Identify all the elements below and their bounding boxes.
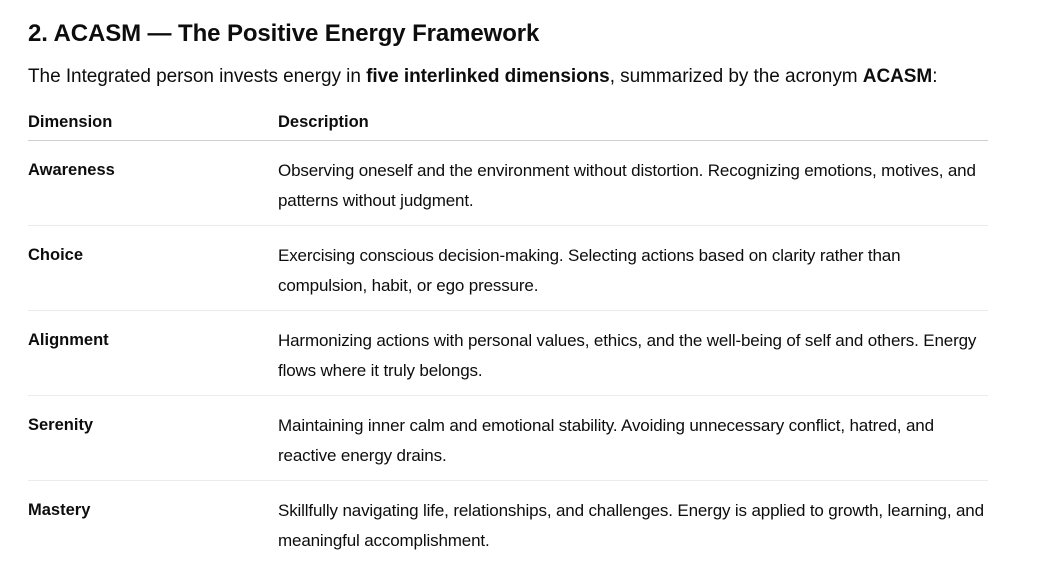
intro-bold-dimensions: five interlinked dimensions bbox=[366, 66, 610, 87]
header-dimension: Dimension bbox=[28, 104, 278, 141]
description-cell bbox=[278, 481, 988, 566]
dimension-description: Skillfully navigating life, relationships, and challenges. Energy is applied to growth, learning, and meaningful accomplishment. bbox=[278, 501, 984, 550]
dimension-name: Alignment bbox=[28, 331, 109, 349]
table-row bbox=[28, 396, 988, 481]
dimension-cell bbox=[28, 396, 278, 481]
dimension-description: Exercising conscious decision-making. Selecting actions based on clarity rather than compulsion, habit, or ego pressure. bbox=[278, 246, 901, 295]
dimension-description: Harmonizing actions with personal values, ethics, and the well-being of self and others. Energy flows where it truly belongs. bbox=[278, 331, 977, 380]
description-cell bbox=[278, 141, 988, 226]
intro-paragraph bbox=[28, 50, 988, 90]
table-row bbox=[28, 311, 988, 396]
dimension-name: Mastery bbox=[28, 501, 91, 519]
section-heading: 2. ACASM — The Positive Energy Framework bbox=[28, 20, 540, 47]
dimension-cell bbox=[28, 226, 278, 311]
acasm-table bbox=[28, 104, 988, 566]
dimension-name: Awareness bbox=[28, 161, 115, 179]
dimension-cell bbox=[28, 481, 278, 566]
description-cell bbox=[278, 396, 988, 481]
intro-text-middle: , summarized by the acronym bbox=[609, 66, 863, 87]
dimension-description: Maintaining inner calm and emotional stability. Avoiding unnecessary conflict, hatred, and reactive energy drains. bbox=[278, 416, 934, 465]
document-section bbox=[28, 0, 988, 566]
intro-text-start: The Integrated person invests energy in bbox=[28, 66, 367, 87]
dimension-name: Choice bbox=[28, 246, 84, 264]
intro-text-end: : bbox=[932, 66, 938, 87]
table-row bbox=[28, 226, 988, 311]
dimension-cell bbox=[28, 141, 278, 226]
dimension-cell bbox=[28, 311, 278, 396]
dimension-description: Observing oneself and the environment without distortion. Recognizing emotions, motives, and patterns without judgment. bbox=[278, 161, 976, 210]
header-description: Description bbox=[278, 104, 988, 141]
dimension-name: Serenity bbox=[28, 416, 94, 434]
description-cell bbox=[278, 311, 988, 396]
intro-bold-acronym: ACASM bbox=[862, 66, 933, 87]
table-row bbox=[28, 481, 988, 566]
table-header-row bbox=[28, 104, 988, 141]
table-row bbox=[28, 141, 988, 226]
description-cell bbox=[278, 226, 988, 311]
